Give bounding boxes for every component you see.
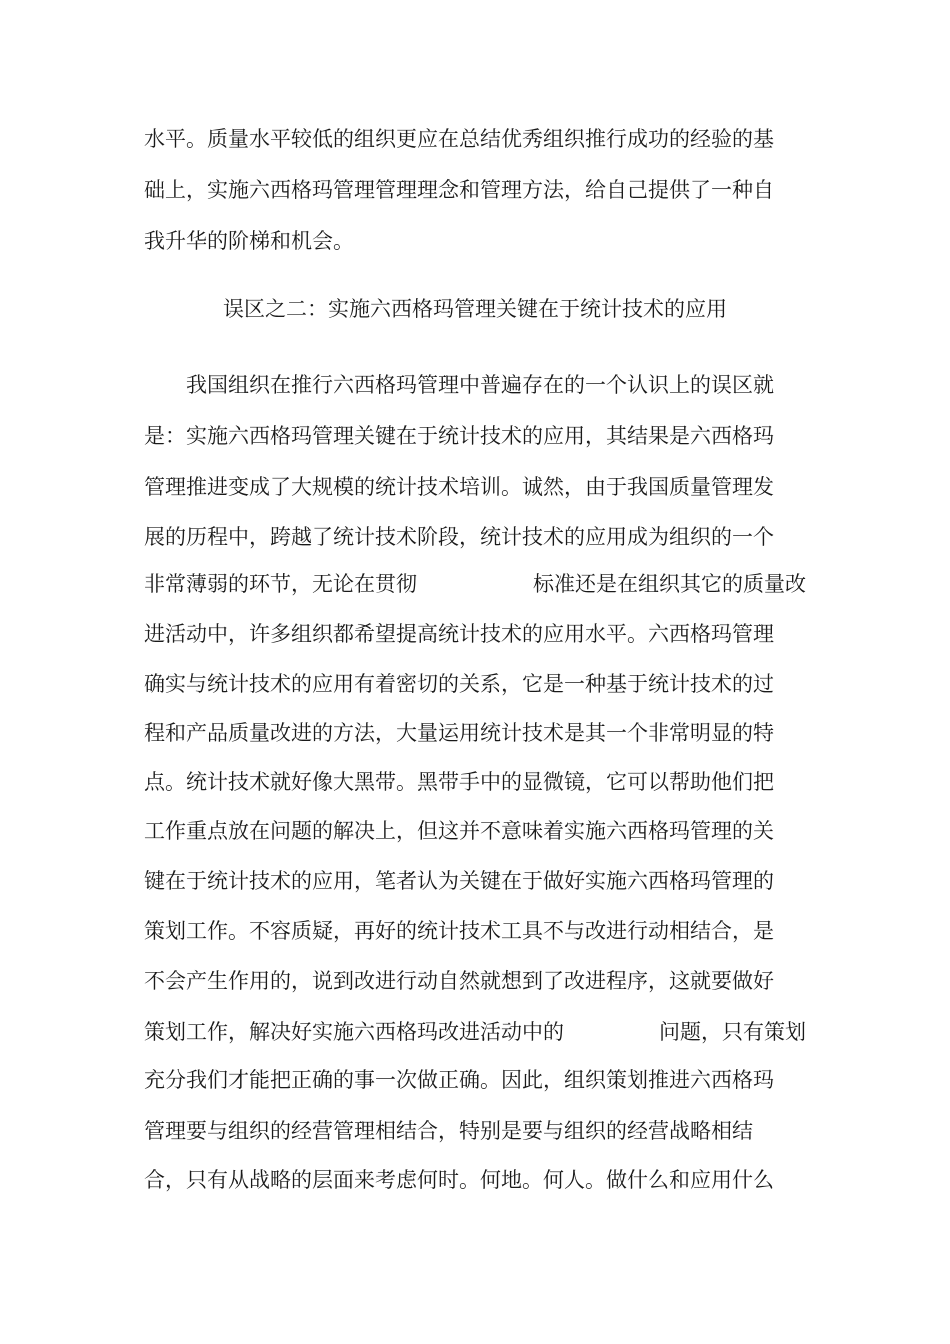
paragraph-2-line-17: 合，只有从战略的层面来考虑何时。何地。何人。做什么和应用什么: [144, 1168, 774, 1192]
paragraph-2-line-4: 展的历程中，跨越了统计技术阶段，统计技术的应用成为组织的一个: [144, 525, 774, 549]
paragraph-2-line-5: [144, 569, 806, 599]
paragraph-2-line-14: [144, 1017, 806, 1047]
paragraph-1-line-3: 我升华的阶梯和机会。: [144, 229, 354, 253]
paragraph-2-line-11: 键在于统计技术的应用，笔者认为关键在于做好实施六西格玛管理的: [144, 869, 774, 893]
paragraph-2-line-14-part-2: 问题，只有策划: [659, 1020, 806, 1044]
paragraph-2-line-8: 程和产品质量改进的方法，大量运用统计技术是其一个非常明显的特: [144, 721, 774, 745]
paragraph-2-line-3: 管理推进变成了大规模的统计技术培训。诚然，由于我国质量管理发: [144, 475, 774, 499]
paragraph-2-line-14-part-1: 策划工作，解决好实施六西格玛改进活动中的: [144, 1020, 564, 1044]
paragraph-2-line-6: 进活动中，许多组织都希望提高统计技术的应用水平。六西格玛管理: [144, 622, 774, 646]
paragraph-2-line-2: 是：实施六西格玛管理关键在于统计技术的应用，其结果是六西格玛: [144, 424, 774, 448]
paragraph-1-line-2: 础上，实施六西格玛管理管理理念和管理方法，给自己提供了一种自: [144, 178, 774, 202]
section-heading: 误区之二：实施六西格玛管理关键在于统计技术的应用: [223, 297, 727, 321]
paragraph-2-line-13: 不会产生作用的，说到改进行动自然就想到了改进程序，这就要做好: [144, 969, 774, 993]
paragraph-2-line-5-part-1: 非常薄弱的环节，无论在贯彻: [144, 572, 417, 596]
paragraph-2-line-5-part-2: 标准还是在组织其它的质量改: [533, 572, 806, 596]
paragraph-2-line-15: 充分我们才能把正确的事一次做正确。因此，组织策划推进六西格玛: [144, 1068, 774, 1092]
paragraph-2-line-9: 点。统计技术就好像大黑带。黑带手中的显微镜，它可以帮助他们把: [144, 770, 774, 794]
paragraph-2-line-12: 策划工作。不容质疑，再好的统计技术工具不与改进行动相结合，是: [144, 919, 774, 943]
paragraph-2-line-16: 管理要与组织的经营管理相结合，特别是要与组织的经营战略相结: [144, 1119, 753, 1143]
paragraph-2-line-7: 确实与统计技术的应用有着密切的关系，它是一种基于统计技术的过: [144, 672, 774, 696]
paragraph-2-line-1: 我国组织在推行六西格玛管理中普遍存在的一个认识上的误区就: [186, 373, 774, 397]
paragraph-2-line-10: 工作重点放在问题的解决上，但这并不意味着实施六西格玛管理的关: [144, 819, 774, 843]
paragraph-1-line-1: 水平。质量水平较低的组织更应在总结优秀组织推行成功的经验的基: [144, 127, 774, 151]
